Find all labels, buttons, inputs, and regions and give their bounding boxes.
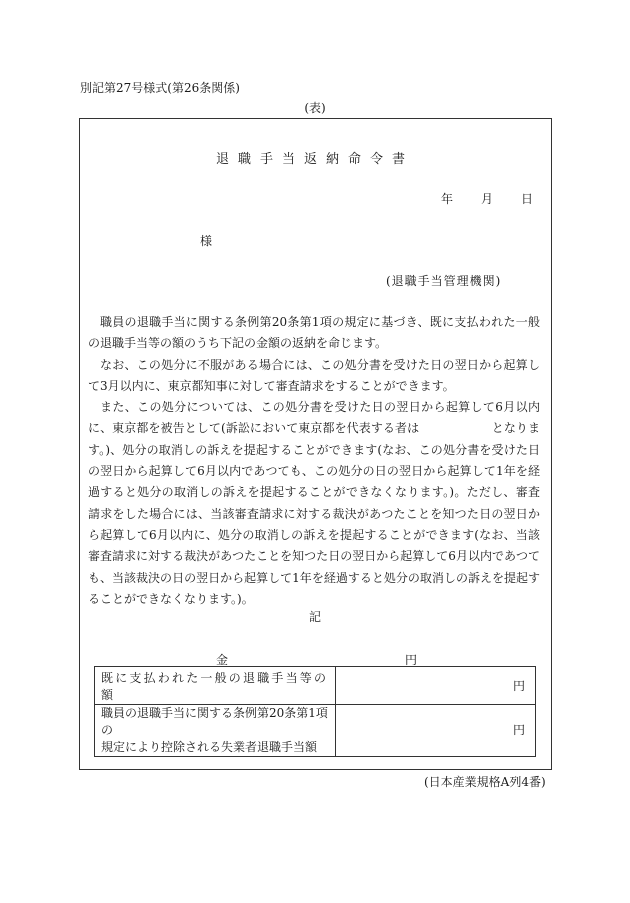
amount-label: 金 (216, 653, 229, 667)
table-row (95, 705, 536, 757)
date-line (441, 190, 533, 207)
ki-heading: 記 (308, 610, 321, 624)
row-value-deduction: 円 (336, 705, 536, 757)
issuing-authority: (退職手当管理機関) (386, 274, 502, 288)
row-label-deduction-line2: 規定により控除される失業者退職手当額 (101, 740, 318, 754)
document-title: 退職手当返納命令書 (215, 152, 414, 167)
table-row (95, 667, 536, 705)
row-label-deduction-line1: 職員の退職手当に関する条例第20条第1項の (101, 706, 328, 737)
body-text (88, 312, 540, 610)
amount-table (94, 666, 536, 757)
date-month: 月 (481, 192, 494, 206)
page-side-label: (表) (304, 101, 326, 115)
date-year: 年 (441, 192, 454, 206)
date-day: 日 (521, 192, 534, 206)
body-paragraph-2: なお、この処分に不服がある場合には、この処分書を受けた日の翌日から起算して3月以内に、東京都知事に対して審査請求をすることができます。 (88, 357, 540, 393)
addressee-suffix: 様 (200, 234, 213, 248)
form-number-label: 別記第27号様式(第26条関係) (80, 81, 240, 95)
body-paragraph-1: 職員の退職手当に関する条例第20条第1項の規定に基づき、既に支払われた一般の退職手当等の額のうち下記の金額の返納を命じます。 (88, 315, 540, 351)
row-label-paid-amount: 既に支払われた一般の退職手当等の額 (95, 667, 336, 705)
amount-unit: 円 (405, 653, 418, 667)
body-paragraph-3: また、この処分については、この処分書を受けた日の翌日から起算して6月以内に、東京都を被告として(訴訟において東京都を代表する者は となります。)、処分の取消しの訴えを提起することができます(なお、この処分書を受けた日の翌日から起算して6月以内であつても、この処分の日の翌日から起算して1年を経過すると処分の取消しの訴えを提起することができなくなります。)。ただし、審査請求をした場合には、当該審査請求に対する裁決があつたことを知つた日の翌日から起算して6月以内に、処分の取消しの訴えを提起することができます(なお、当該審査請求に対する裁決があつたことを知つた日の翌日から起算して6月以内であつても、当該裁決の日の翌日から起算して1年を経過すると処分の取消しの訴えを提起することができなくなります。)。 (88, 400, 540, 606)
paper-standard-note: (日本産業規格A列4番) (424, 775, 546, 789)
row-label-deduction (95, 705, 336, 757)
row-value-paid-amount: 円 (336, 667, 536, 705)
